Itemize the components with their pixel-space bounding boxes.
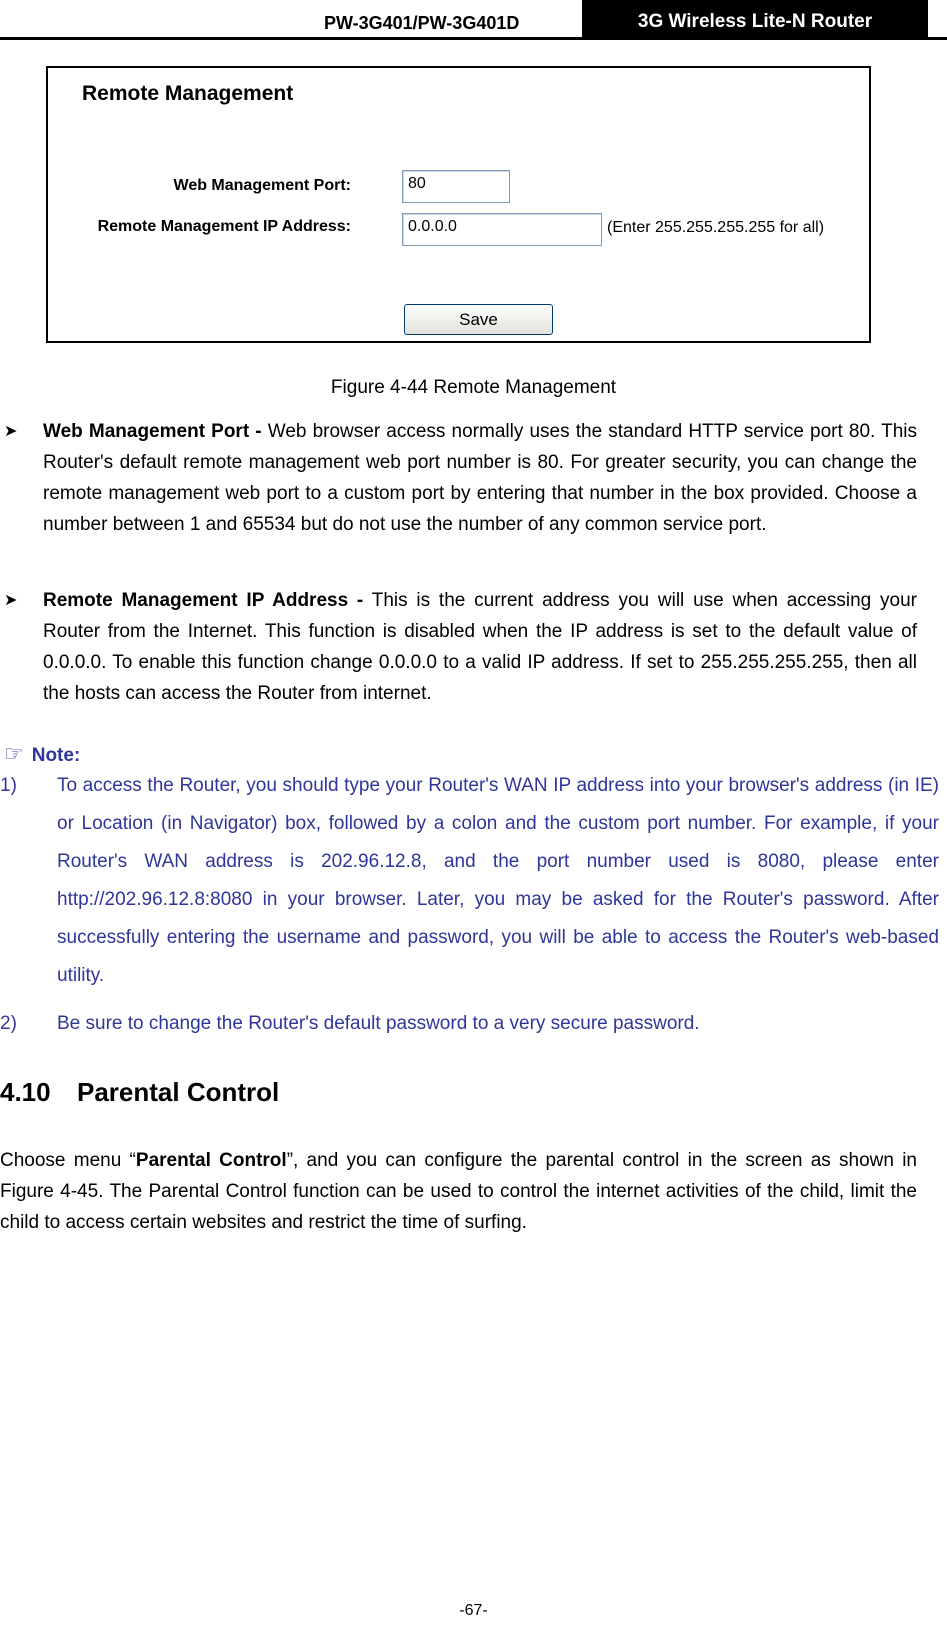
section-heading	[0, 1077, 279, 1108]
web-management-port-label: Web Management Port:	[173, 177, 351, 194]
menu-name: Parental Control	[135, 1150, 287, 1171]
bullet-term: Web Management Port -	[43, 421, 262, 442]
save-button[interactable]: Save	[404, 304, 553, 335]
paragraph-text: ”, and you can configure the parental control in the screen as shown in Figure 4-45. The Parental Control function can be used to control the internet activities of the child, limit the child to access certain websites and restrict the time of surfing.	[0, 1150, 918, 1233]
note-number: 2)	[0, 1013, 17, 1034]
page-header	[0, 0, 947, 40]
arrow-bullet-icon: ➤	[4, 423, 18, 440]
figure-title: Remote Management	[82, 82, 294, 105]
body-paragraph	[0, 1145, 917, 1238]
paragraph-text: Choose menu “	[0, 1150, 136, 1171]
pointing-hand-icon: ☞	[4, 741, 24, 766]
bullet-term: Remote Management IP Address -	[43, 590, 364, 611]
page-number: -67-	[459, 1602, 488, 1619]
section-title: Parental Control	[77, 1077, 280, 1107]
note-label: Note:	[31, 745, 81, 766]
bullet-text	[43, 585, 917, 709]
bullet-remote-management-ip	[0, 585, 947, 715]
bullet-text	[43, 416, 917, 540]
arrow-bullet-icon: ➤	[4, 592, 18, 609]
web-management-port-input[interactable]: 80	[402, 170, 510, 203]
note-number: 1)	[0, 775, 17, 796]
bullet-body: Web browser access normally uses the standard HTTP service port 80. This Router's default remote management web port number is 80. For greater security, you can change the remote management web port to a custom port by entering that number in the box provided. Choose a number between 1 and 65534 but do not use the number of any common service port.	[43, 421, 917, 535]
note-text: To access the Router, you should type your Router's WAN IP address into your browser's address (in IE) or Location (in Navigator) box, followed by a colon and the custom port number. For example, if your Router's WAN address is 202.96.12.8, and the port number used is 8080, please enter http://202.96.12.8:8080 in your browser. Later, you may be asked for the Router's password. After successfully entering the username and password, you will be able to access the Router's web-based utility.	[57, 775, 939, 986]
note-item	[0, 1005, 947, 1045]
bullet-body: This is the current address you will use when accessing your Router from the Internet. This function is disabled when the IP address is set to the default value of 0.0.0.0. To enable this function change 0.0.0.0 to a valid IP address. If set to 255.255.255.255, then all the hosts can access the Router from internet.	[43, 590, 917, 704]
section-number: 4.10	[0, 1077, 51, 1107]
header-product: 3G Wireless Lite-N Router	[582, 0, 928, 37]
remote-management-ip-input[interactable]: 0.0.0.0	[402, 213, 602, 246]
remote-management-figure	[46, 66, 871, 343]
note-heading	[4, 741, 80, 767]
figure-caption: Figure 4-44 Remote Management	[330, 377, 617, 398]
header-model: PW-3G401/PW-3G401D	[324, 13, 520, 33]
remote-management-ip-label: Remote Management IP Address:	[97, 218, 351, 235]
note-item	[0, 767, 947, 997]
bullet-web-management-port	[0, 416, 947, 576]
note-text: Be sure to change the Router's default password to a very secure password.	[57, 1013, 700, 1034]
ip-hint: (Enter 255.255.255.255 for all)	[607, 219, 825, 236]
